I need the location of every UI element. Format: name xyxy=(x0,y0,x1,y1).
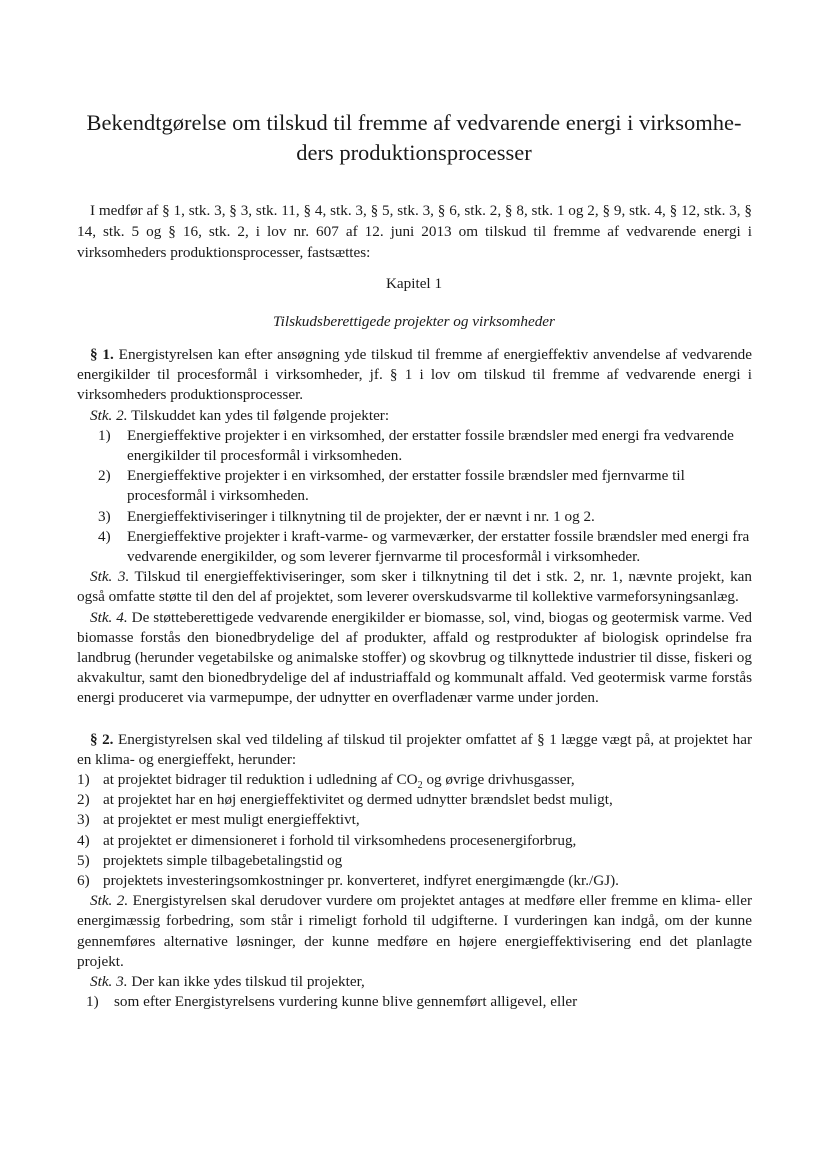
section-1-project-list xyxy=(77,426,752,567)
document-title xyxy=(0,108,828,168)
chapter-label: Kapitel 1 xyxy=(385,275,443,292)
stk-text: Tilskud til energieffektiviseringer, som sker i tilknytning til det i stk. 2, nr. 1, nævnte projekt, kan også omfatte støtte til den del af projektet, som leverer overskudsvarme til kollektive varmeforsyningsanlæg. xyxy=(77,568,752,606)
section-1-stk-4 xyxy=(77,608,752,709)
title-line-2: ders produktionsprocesser xyxy=(296,140,532,165)
section-2-exclusion-list xyxy=(77,992,752,1012)
section-2-text: Energistyrelsen skal ved tildeling af tilskud til projekter omfattet af § 1 lægge vægt på, at projektet har en klima- og energieffekt, herunder: xyxy=(77,730,753,768)
item-number: 4) xyxy=(77,831,90,849)
section-1-stk-3 xyxy=(77,567,752,607)
item-text: projektets investeringsomkostninger pr. konverteret, indfyret energimængde (kr./GJ). xyxy=(103,872,619,890)
item-number: 2) xyxy=(77,791,90,809)
list-item xyxy=(77,466,752,506)
section-1-stk-2 xyxy=(77,406,752,426)
item-number: 3) xyxy=(98,507,111,525)
list-item xyxy=(77,770,752,790)
item-text: Energieffektive projekter i en virksomhed, der erstatter fossile brændsler med fjernvarme til procesformål i virksomheden. xyxy=(127,467,685,505)
item-number: 3) xyxy=(77,811,90,829)
item-number: 1) xyxy=(86,993,99,1011)
item-text: som efter Energistyrelsens vurdering kunne blive gennemført alligevel, eller xyxy=(114,993,578,1011)
stk-label: Stk. 4. xyxy=(90,608,128,626)
document-body xyxy=(77,345,752,1013)
list-item xyxy=(77,831,752,851)
item-number: 5) xyxy=(77,851,90,869)
item-text: Energieffektiviseringer i tilknytning til de projekter, der er nævnt i nr. 1 og 2. xyxy=(127,507,595,525)
preamble: I medfør af § 1, stk. 3, § 3, stk. 11, § 4, stk. 3, § 5, stk. 3, § 6, stk. 2, § 8, stk. 1 og 2, § 9, stk. 4, § 12, stk. 3, § 14, stk. 5 og § 16, stk. 2, i lov nr. 607 af 12. juni 2013 om tilskud til fremme af vedvarende energi i virksomheders produktionsprocesser, fastsættes: xyxy=(77,202,752,261)
chapter-heading: Tilskudsberettigede projekter og virksomheder xyxy=(273,313,555,330)
section-2 xyxy=(77,730,752,770)
item-text: at projektet bidrager til reduktion i udledning af CO xyxy=(103,771,418,789)
item-number: 1) xyxy=(98,426,111,444)
list-item xyxy=(77,790,752,810)
section-2-stk-3 xyxy=(77,972,752,992)
title-line-1: Bekendtgørelse om tilskud til fremme af vedvarende energi i virksomhe- xyxy=(86,110,742,135)
section-1-text: Energistyrelsen kan efter ansøgning yde tilskud til fremme af energieffektiv anvendelse af vedvarende energikilder til procesformål i virksomheder, jf. § 1 i lov om tilskud til fremme af vedvarende energi i virksomheders produktionsprocesser. xyxy=(77,346,752,404)
item-text-tail: og øvrige drivhusgasser, xyxy=(422,771,575,789)
stk-label: Stk. 3. xyxy=(90,568,130,586)
list-item xyxy=(77,871,752,891)
item-number: 2) xyxy=(98,467,111,485)
list-item xyxy=(77,851,752,871)
item-number: 1) xyxy=(77,771,90,789)
item-text: Energieffektive projekter i kraft-varme- og varmeværker, der erstatter fossile brændsler med energi fra vedvarende energikilder, og som leverer fjernvarme til procesformål i virksomheder. xyxy=(127,527,750,566)
item-number: 6) xyxy=(77,872,90,890)
stk-label: Stk. 2. xyxy=(90,892,129,910)
section-1 xyxy=(77,345,752,406)
list-item xyxy=(77,992,752,1012)
stk-label: Stk. 3. xyxy=(90,973,128,991)
item-text: Energieffektive projekter i en virksomhed, der erstatter fossile brændsler med energi fra vedvarende energikilder til procesformål i virksomheden. xyxy=(127,426,734,465)
item-text: at projektet er mest muligt energieffektivt, xyxy=(103,811,360,829)
section-2-criteria-list xyxy=(77,770,752,891)
stk-text: Der kan ikke ydes tilskud til projekter, xyxy=(131,973,365,991)
list-item xyxy=(77,426,752,466)
item-text: at projektet har en høj energieffektivitet og dermed udnytter brændslet bedst muligt, xyxy=(103,791,613,809)
subscript: 2 xyxy=(417,780,423,792)
stk-label: Stk. 2. xyxy=(90,406,128,424)
item-number: 4) xyxy=(98,527,111,545)
section-1-label: § 1. xyxy=(90,346,114,363)
stk-text: Tilskuddet kan ydes til følgende projekter: xyxy=(131,406,390,424)
stk-text: De støtteberettigede vedvarende energikilder er biomasse, sol, vind, biogas og geotermisk varme. Ved biomasse forstås den bionedbrydelige del af produkter, affald og restprodukter af biologisk oprindelse fra landbrug (herunder vegetabilske og animalske stoffer) og skovbrug og tilknyttede industrier til disse, fiskeri og akvakultur, samt den bionedbrydelige del af industriaffald og kommunalt affald. Ved geotermisk varme forstås energi produceret via varmepumpe, der udnytter en overfladenær varme under jorden. xyxy=(77,608,752,707)
section-2-label: § 2. xyxy=(90,730,114,748)
stk-text: Energistyrelsen skal derudover vurdere om projektet antages at medføre eller fremme en klima- eller energimæssig forbedring, som står i rimeligt forhold til udgifterne. I vurderingen kan indgå, om der kunne gennemføres alternative løsninger, der kunne medføre en højere energieffektivisering end det planlagte projekt. xyxy=(77,892,753,970)
item-text: projektets simple tilbagebetalingstid og xyxy=(103,851,343,869)
item-text: at projektet er dimensioneret i forhold til virksomhedens procesenergiforbrug, xyxy=(103,831,577,849)
section-2-stk-2 xyxy=(77,891,752,972)
list-item xyxy=(77,507,752,527)
list-item xyxy=(77,527,752,567)
list-item xyxy=(77,810,752,830)
